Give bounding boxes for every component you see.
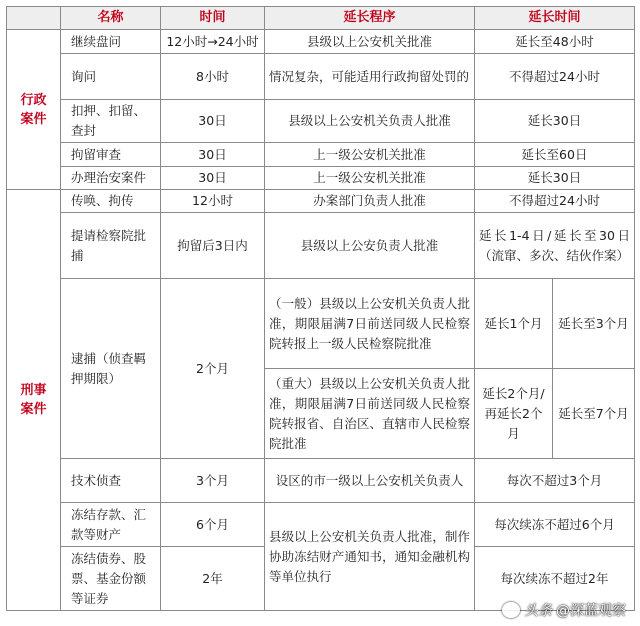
row-time: 拘留后3日内 xyxy=(161,213,265,279)
row-time: 6个月 xyxy=(161,503,265,547)
row-extended: 每次续冻不超过2年 xyxy=(475,547,635,611)
arrest-general-ext-a: 延长1个月 xyxy=(475,279,553,369)
row-name: 冻结债券、股票、基金份额等证券 xyxy=(61,547,161,611)
watermark-text: @深蓝观察 xyxy=(556,603,626,619)
table-row xyxy=(7,279,635,369)
row-time: 12小时→24小时 xyxy=(161,30,265,54)
row-extended: 每次续冻不超过6个月 xyxy=(475,503,635,547)
row-extended: 延长至60日 xyxy=(475,143,635,167)
row-time: 12小时 xyxy=(161,190,265,213)
arrest-major-procedure: （重大）县级以上公安机关负责人批准，期限届满7日前送同级人民检察院转报省、自治区、直辖市人民检察院批准 xyxy=(265,369,475,459)
row-name: 冻结存款、汇款等财产 xyxy=(61,503,161,547)
row-procedure: 县级以上公安机关批准 xyxy=(265,30,475,54)
watermark xyxy=(502,600,626,620)
table-row xyxy=(7,54,635,100)
row-time: 30日 xyxy=(161,143,265,167)
header-extended: 延长时间 xyxy=(475,7,635,30)
row-procedure: 办案部门负责人批准 xyxy=(265,190,475,213)
freeze-procedure: 县级以上公安机关负责人批准，制作协助冻结财产通知书，通知金融机构等单位执行 xyxy=(265,503,475,611)
row-procedure: 上一级公安机关批准 xyxy=(265,167,475,190)
header-time: 时间 xyxy=(161,7,265,30)
category-criminal: 刑事 案件 xyxy=(7,190,61,611)
toutiao-logo-icon xyxy=(502,602,520,618)
table-row xyxy=(7,30,635,54)
row-name: 拘留审查 xyxy=(61,143,161,167)
row-name: 逮捕（侦查羁押期限） xyxy=(61,279,161,459)
row-time: 2个月 xyxy=(161,279,265,459)
row-procedure: 县级以上公安负责人批准 xyxy=(265,213,475,279)
row-time: 30日 xyxy=(161,100,265,143)
watermark-logo: 头条 xyxy=(524,603,552,619)
row-time: 8小时 xyxy=(161,54,265,100)
row-procedure: 上一级公安机关批准 xyxy=(265,143,475,167)
row-procedure: 设区的市一级以上公安机关负责人 xyxy=(265,459,475,503)
row-extended: 延长30日 xyxy=(475,167,635,190)
row-extended: 不得超过24小时 xyxy=(475,54,635,100)
row-procedure: 县级以上公安机关负责人批准 xyxy=(265,100,475,143)
arrest-general-procedure: （一般）县级以上公安机关负责人批准，期限届满7日前送同级人民检察院转报上一级人民检察院批准 xyxy=(265,279,475,369)
table-row xyxy=(7,143,635,167)
row-time: 2年 xyxy=(161,547,265,611)
table-row xyxy=(7,167,635,190)
row-extended: 延长1-4日/延长至30日（流窜、多次、结伙作案） xyxy=(475,213,635,279)
row-name: 传唤、拘传 xyxy=(61,190,161,213)
row-name: 技术侦查 xyxy=(61,459,161,503)
row-extended: 延长至48小时 xyxy=(475,30,635,54)
row-extended: 延长30日 xyxy=(475,100,635,143)
arrest-major-ext-a: 延长2个月/再延长2个月 xyxy=(475,369,553,459)
row-name: 办理治安案件 xyxy=(61,167,161,190)
row-extended: 每次不超过3个月 xyxy=(475,459,635,503)
table-row xyxy=(7,190,635,213)
header-row xyxy=(7,7,635,30)
row-name: 提请检察院批捕 xyxy=(61,213,161,279)
row-procedure: 情况复杂，可能适用行政拘留处罚的 xyxy=(265,54,475,100)
table-row xyxy=(7,213,635,279)
row-name: 继续盘问 xyxy=(61,30,161,54)
header-name: 名称 xyxy=(61,7,161,30)
row-time: 3个月 xyxy=(161,459,265,503)
table-row xyxy=(7,100,635,143)
table-row xyxy=(7,459,635,503)
row-name: 询问 xyxy=(61,54,161,100)
detention-period-table xyxy=(6,6,635,611)
arrest-general-ext-b: 延长至3个月 xyxy=(553,279,635,369)
header-procedure: 延长程序 xyxy=(265,7,475,30)
row-extended: 不得超过24小时 xyxy=(475,190,635,213)
header-blank xyxy=(7,7,61,30)
arrest-major-ext-b: 延长至7个月 xyxy=(553,369,635,459)
table-row xyxy=(7,503,635,547)
category-admin: 行政 案件 xyxy=(7,30,61,190)
row-time: 30日 xyxy=(161,167,265,190)
row-name: 扣押、扣留、查封 xyxy=(61,100,161,143)
